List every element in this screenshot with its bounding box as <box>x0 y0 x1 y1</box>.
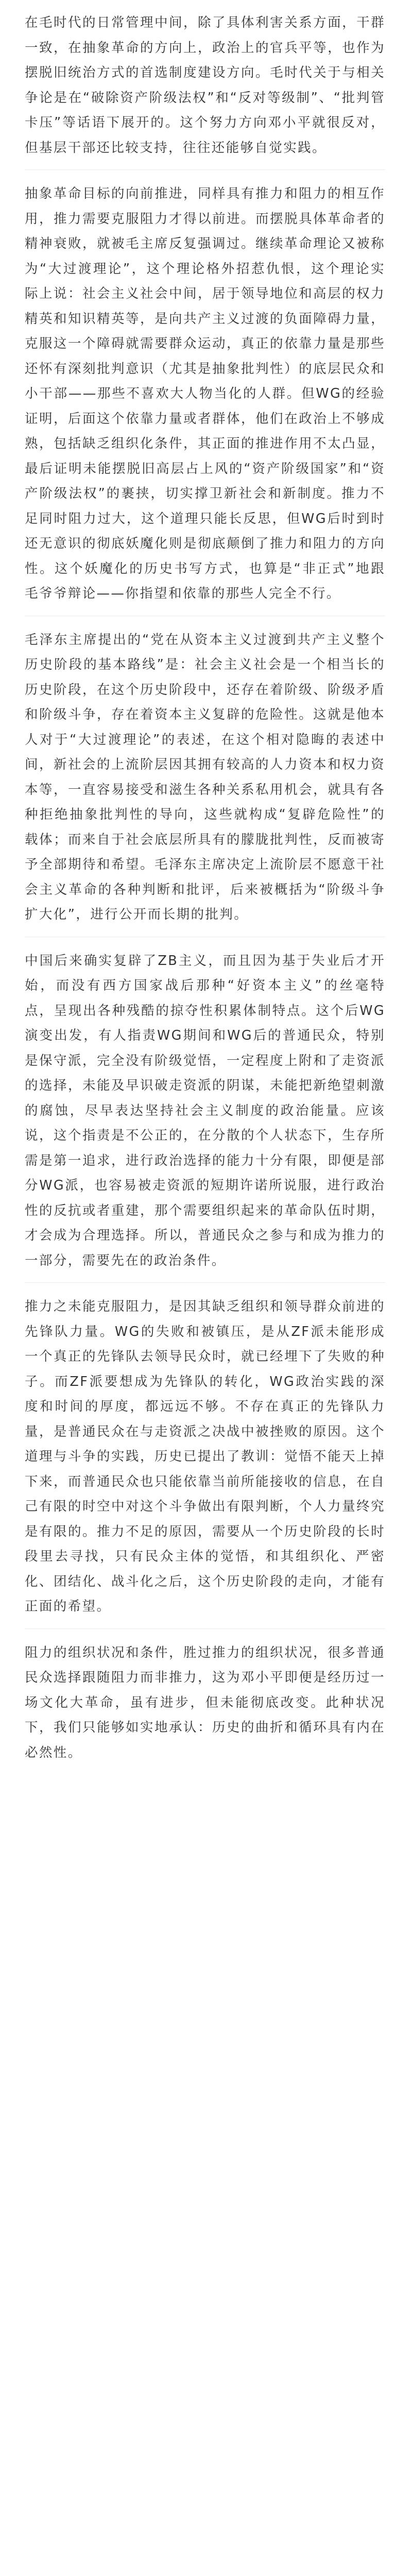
article-paragraph: 推力之未能克服阻力，是因其缺乏组织和领导群众前进的先锋队力量。WG的失败和被镇压，是从ZF派未能形成一个真正的先锋队去领导民众时，就已经埋下了失败的种子。而ZF派要想成为先锋队的转化，WG政治实践的深度和时间的厚度，都远远不够。不存在真正的先锋队力量，是普通民众在与走资派之决战中被挫败的原因。这个道理与斗争的实践，历史已提出了教训：觉悟不能天上掉下来，而普通民众也只能依靠当前所能接收的信息，在自己有限的时空中对这个斗争做出有限判断，个人力量终究是有限的。推力不足的原因，需要从一个历史阶段的长时段里去寻找，只有民众主体的觉悟，和其组织化、严密化、团结化、战斗化之后，这个历史阶段的走向，才能有正面的希望。 <box>25 1299 385 1614</box>
article-paragraph: 毛泽东主席提出的“党在从资本主义过渡到共产主义整个历史阶段的基本路线”是：社会主义社会是一个相当长的历史阶段，在这个历史阶段中，还存在着阶级、阶级矛盾和阶级斗争，存在着资本主义复辟的危险性。这就是他本人对于“大过渡理论”的表述，在这个相对隐晦的表述中间，新社会的上流阶层因其拥有较高的人力资本和权力资本等，一直容易接受和滋生各种关系私用机会，就具有各种拒绝抽象批判性的导向，这些就构成“复辟危险性”的载体；而来自于社会底层所具有的朦胧批判性，反而被寄予全部期待和希望。毛泽东主席决定上流阶层不愿意干社会主义革命的各种判断和批评，后来被概括为“阶级斗争扩大化”，进行公开而长期的批判。 <box>25 632 385 922</box>
article-paragraph: 阻力的组织状况和条件，胜过推力的组织状况，很多普通民众选择跟随阻力而非推力，这为邓小平即便是经历过一场文化大革命，虽有进步，但未能彻底改变。此种状况下，我们只能够如实地承认：历史的曲折和循环具有内在必然性。 <box>25 1645 385 1760</box>
article-paragraph: 中国后来确实复辟了ZB主义，而且因为基于失业后才开始，而没有西方国家战后那种“好资本主义”的丝毫特点，呈现出各种残酷的掠夺性积累体制特点。这个后WG演变出发，有人指责WG期间和WG后的普通民众，特别是保守派，完全没有阶级觉悟，一定程度上附和了走资派的选择，未能及早识破走资派的阴谋，未能把新绝望刺激的腐蚀，尽早表达坚持社会主义制度的政治能量。应该说，这个指责是不公正的，在分散的个人状态下，生存所需是第一追求，进行政治选择的能力十分有限，即便是部分WG派，也容易被走资派的短期许诺所说服，进行政治性的反抗或者重建，那个需要组织起来的革命队伍时期，才会成为合理选择。所以，普通民众之参与和成为推力的一部分，需要先在的政治条件。 <box>25 953 385 1268</box>
article-paragraph: 在毛时代的日常管理中间，除了具体利害关系方面，干群一致，在抽象革命的方向上，政治上的官兵平等，也作为摆脱旧统治方式的首选制度建设方向。毛时代关于与相关争论是在“破除资产阶级法权”和“反对等级制”、“批判管卡压”等话语下展开的。这个努力方向邓小平就很反对，但基层干部还比较支持，往往还能够自觉实践。 <box>25 15 385 156</box>
paragraph-divider <box>25 1282 385 1283</box>
article-paragraph: 抽象革命目标的向前推进，同样具有推力和阻力的相互作用，推力需要克服阻力才得以前进。而摆脱具体革命者的精神衰败，就被毛主席反复强调过。继续革命理论又被称为“大过渡理论”，这个理论格外招惹仇恨，这个理论实际上说：社会主义社会中间，居于领导地位和高层的权力精英和知识精英等，是向共产主义过渡的负面障碍力量，克服这一个障碍就需要群众运动，真正的依靠力量是那些还怀有深刻批判意识（尤其是抽象批判性）的底层民众和小干部——那些不喜欢大人物当化的人群。但WG的经验证明，后面这个依靠力量或者群体，他们在政治上不够成熟，包括缺乏组织化条件，其正面的推进作用不太凸显，最后证明未能摆脱旧高层占上风的“资产阶级国家”和“资产阶级法权”的裹挟，切实撑卫新社会和新制度。推力不足同时阻力过大，这个道理只能长反思，但WG后时到时还无意识的彻底妖魔化则是彻底颠倒了推力和阻力的方向性。这个妖魔化的历史书写方式，也算是“非正式”地跟毛爷爷辩论——你指望和依靠的那些人完全不行。 <box>25 186 385 601</box>
